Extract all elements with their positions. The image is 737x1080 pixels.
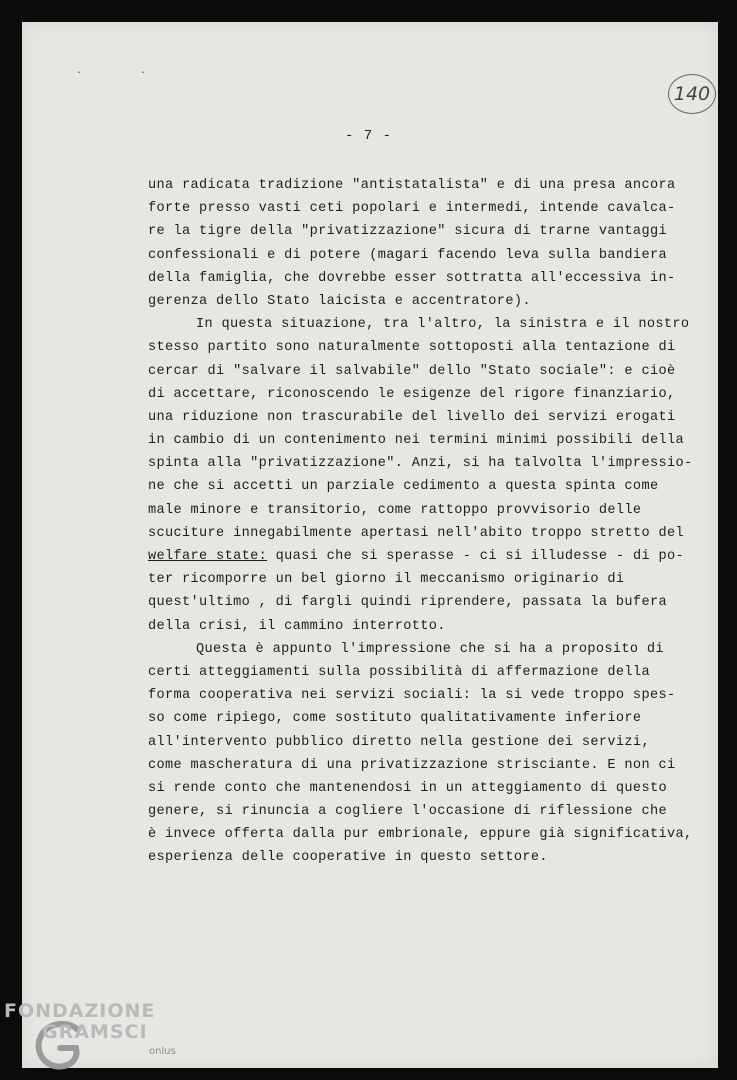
text-line: una radicata tradizione "antistatalista" e di una presa ancora <box>148 178 676 193</box>
text-line: certi atteggiamenti sulla possibilità di affermazione della <box>148 664 650 680</box>
text-line: è invece offerta dalla pur embrionale, eppure già significativa, <box>148 827 693 843</box>
typed-text-body <box>148 174 693 870</box>
watermark-line1: FONDAZIONE <box>4 1000 156 1022</box>
watermark-suffix: onlus <box>149 1046 176 1057</box>
text-line: una riduzione non trascurabile del livello dei servizi erogati <box>148 409 676 425</box>
text-line: si rende conto che mantenendosi in un atteggiamento di questo <box>148 780 667 796</box>
text-line: confessionali e di potere (magari facendo leva sulla bandiera <box>148 247 667 263</box>
text-line: gerenza dello Stato laicista e accentratore). <box>148 293 531 309</box>
text-line: re la tigre della "privatizzazione" sicura di trarne vantaggi <box>148 224 667 240</box>
text-line: forte presso vasti ceti popolari e intermedi, intende cavalca- <box>148 201 676 217</box>
underlined-phrase: welfare state: <box>148 549 268 564</box>
text-line: della crisi, il cammino interrotto. <box>148 618 446 634</box>
text-line: stesso partito sono naturalmente sottoposti alla tentazione di <box>148 340 676 356</box>
text-line: so come ripiego, come sostituto qualitativamente inferiore <box>148 711 642 727</box>
text-line: forma cooperativa nei servizi sociali: la si vede troppo spes- <box>148 688 676 704</box>
text-line: spinta alla "privatizzazione". Anzi, si ha talvolta l'impressio- <box>148 456 693 472</box>
text-line: all'intervento pubblico diretto nella gestione dei servizi, <box>148 734 650 750</box>
page-number: - 7 - <box>344 128 392 144</box>
text-line: della famiglia, che dovrebbe esser sottratta all'eccessiva in- <box>148 270 676 286</box>
text-line: come mascheratura di una privatizzazione strisciante. E non ci <box>148 757 676 773</box>
text-line: Questa è appunto l'impressione che si ha a proposito di <box>196 641 664 657</box>
text-line-welfare <box>148 545 684 568</box>
text-line-rest: quasi che si sperasse - ci si illudesse - di po- <box>275 549 684 564</box>
text-line: cercar di "salvare il salvabile" dello "Stato sociale": e cioè <box>148 363 676 379</box>
text-line: ne che si accetti un parziale cedimento a questa spinta come <box>148 479 659 495</box>
tick-marks: . . <box>76 66 173 77</box>
text-line: in cambio di un contenimento nei termini minimi possibili della <box>148 433 684 449</box>
text-line: ter ricomporre un bel giorno il meccanismo originario di <box>148 572 625 588</box>
fondazione-gramsci-watermark <box>4 1000 204 1080</box>
text-line: scuciture innegabilmente apertasi nell'abito troppo stretto del <box>148 525 684 541</box>
archive-number: 140 <box>673 83 711 105</box>
watermark-line2: GRAMSCI <box>42 1021 148 1043</box>
text-line: esperienza delle cooperative in questo settore. <box>148 850 548 866</box>
text-line: In questa situazione, tra l'altro, la sinistra e il nostro <box>196 317 690 333</box>
text-line: genere, si rinuncia a cogliere l'occasione di riflessione che <box>148 804 667 820</box>
text-line: quest'ultimo , di fargli quindi riprendere, passata la bufera <box>148 595 667 611</box>
archive-number-stamp <box>668 74 716 114</box>
text-line: di accettare, riconoscendo le esigenze del rigore finanziario, <box>148 386 676 402</box>
text-line: male minore e transitorio, come rattoppo provvisorio delle <box>148 502 642 518</box>
